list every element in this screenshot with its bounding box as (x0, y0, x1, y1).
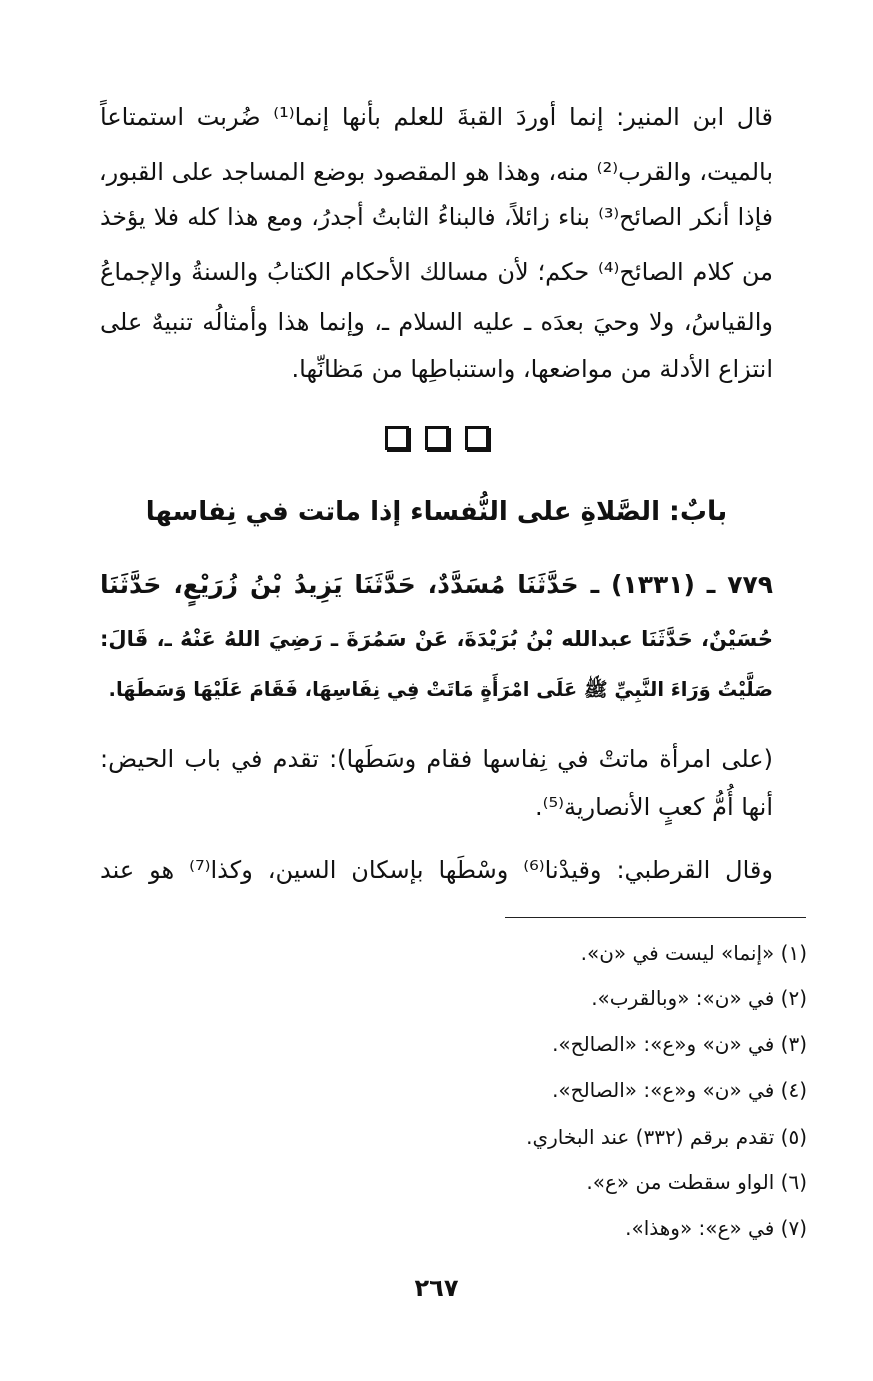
footnote: (٤) في «ن» و«ع»: «الصالح». (552, 1078, 807, 1102)
page-number: ٢٦٧ (414, 1274, 459, 1302)
footnote: (٢) في «ن»: «وبالقرب». (591, 986, 807, 1010)
footnote: (٧) في «ع»: «وهذا». (625, 1216, 807, 1240)
chapter-prefix: بابٌ: (669, 496, 728, 527)
commentary-line: (على امرأة ماتتْ في نِفاسها فقام وسَطَها): تقدم في باب الحيض: (100, 745, 773, 773)
hadith-line: ٧٧٩ ـ (١٣٣١) ـ حَدَّثَنَا مُسَدَّدٌ، حَدَّثَنَا يَزِيدُ بْنُ زُرَيْعٍ، حَدَّثَنَا (100, 570, 773, 599)
text-line: فإذا أنكر الصائح⁽³⁾ بناء زائلاً، فالبناءُ الثابتُ أجدرُ، ومع هذا كله فلا يؤخذ (100, 203, 773, 231)
text-line: انتزاع الأدلة من مواضعها، واستنباطِها من مَظانِّها. (291, 355, 773, 383)
commentary-line: أنها أُمُّ كعبٍ الأنصارية⁽⁵⁾. (534, 793, 773, 821)
hadith-line: حُسَيْنٌ، حَدَّثَنَا عبدالله بْنُ بُرَيْدَةَ، عَنْ سَمُرَةَ ـ رَضِيَ اللهُ عَنْهُ ـ، قَالَ: (100, 627, 773, 651)
text-line: بالميت، والقرب⁽²⁾ منه، وهذا هو المقصود بوضع المساجد على القبور، (98, 158, 773, 186)
section-separator (0, 426, 873, 450)
text-line: قال ابن المنير: إنما أوردَ القبةَ للعلم بأنها إنما⁽¹⁾ ضُربت استمتاعاً (100, 103, 773, 131)
square-ornament-icon (465, 426, 489, 450)
text-line: والقياسُ، ولا وحيَ بعدَه ـ عليه السلام ـ، وإنما هذا وأمثالُه تنبيهٌ على (100, 308, 773, 336)
footnote: (٣) في «ن» و«ع»: «الصالح». (552, 1032, 807, 1056)
footnote: (٥) تقدم برقم (٣٣٢) عند البخاري. (526, 1125, 807, 1149)
chapter-title: الصَّلاةِ على النُّفساء إذا ماتت في نِفاسها (145, 497, 660, 527)
footnote: (١) «إنما» ليست في «ن». (580, 941, 807, 965)
hadith-line: صَلَّيْتُ وَرَاءَ النَّبِيِّ ﷺ عَلَى امْرَأَةٍ مَاتَتْ فِي نِفَاسِهَا، فَقَامَ عَلَيْهَا وَسَطَهَا. (108, 678, 773, 701)
footnote: (٦) الواو سقطت من «ع». (586, 1170, 807, 1194)
square-ornament-icon (425, 426, 449, 450)
square-ornament-icon (385, 426, 409, 450)
text-line: من كلام الصائح⁽⁴⁾ حكم؛ لأن مسالك الأحكام الكتابُ والسنةُ والإجماعُ (100, 258, 773, 286)
commentary-line: وقال القرطبي: وقيدْنا⁽⁶⁾ وسْطَها بإسكان السين، وكذا⁽⁷⁾ هو عند (100, 856, 773, 884)
chapter-heading (100, 492, 773, 532)
footnote-separator (505, 917, 806, 918)
